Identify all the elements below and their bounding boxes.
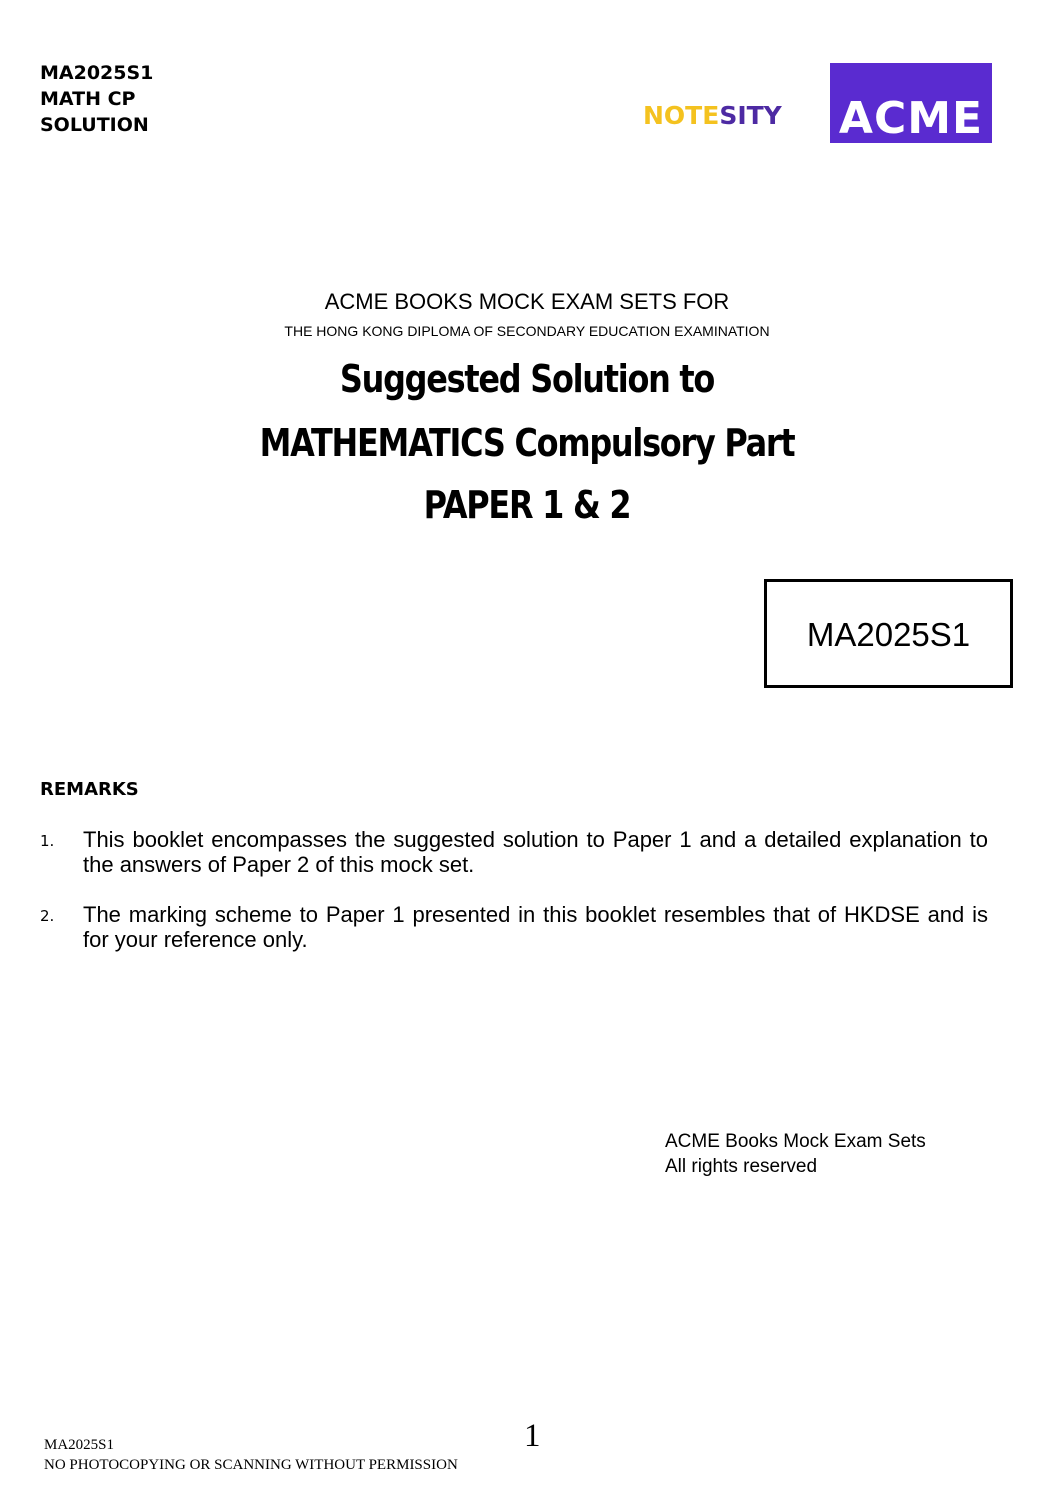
remarks-heading: REMARKS	[40, 779, 139, 800]
remark-text: The marking scheme to Paper 1 presented in this booklet resembles that of HKDSE and is for your reference only.	[83, 902, 988, 952]
remark-number: 1.	[40, 832, 55, 850]
footer-code: MA2025S1	[44, 1437, 115, 1453]
notesity-logo-sity: SITY	[719, 101, 782, 130]
title-line-1: Suggested Solution to	[339, 357, 715, 401]
document-type-label: SOLUTION	[40, 114, 149, 136]
page-number: 1	[524, 1418, 541, 1454]
title-line-2: MATHEMATICS Compulsory Part	[259, 421, 795, 465]
paper-code-box	[764, 579, 1013, 688]
remark-text: This booklet encompasses the suggested solution to Paper 1 and a detailed explanation to the answers of Paper 2 of this mock set.	[83, 827, 988, 877]
rights-notice	[665, 1129, 926, 1179]
acme-logo	[830, 63, 992, 143]
subject-label: MATH CP	[40, 88, 136, 110]
notesity-logo	[643, 101, 782, 131]
document-code-block	[40, 60, 153, 138]
title-line-3: PAPER 1 & 2	[423, 483, 631, 527]
acme-logo-text: ACME	[838, 93, 984, 143]
notesity-logo-note: NOTE	[643, 101, 720, 130]
copyright-notice: NO PHOTOCOPYING OR SCANNING WITHOUT PERMISSION	[44, 1457, 458, 1473]
series-heading: ACME BOOKS MOCK EXAM SETS FOR	[324, 289, 730, 314]
paper-code: MA2025S1	[806, 616, 971, 653]
rights-line-2: All rights reserved	[665, 1156, 818, 1177]
rights-line-1: ACME Books Mock Exam Sets	[665, 1131, 926, 1152]
exam-name: THE HONG KONG DIPLOMA OF SECONDARY EDUCATION EXAMINATION	[284, 323, 770, 339]
document-code: MA2025S1	[40, 62, 154, 84]
remark-number: 2.	[40, 907, 55, 925]
